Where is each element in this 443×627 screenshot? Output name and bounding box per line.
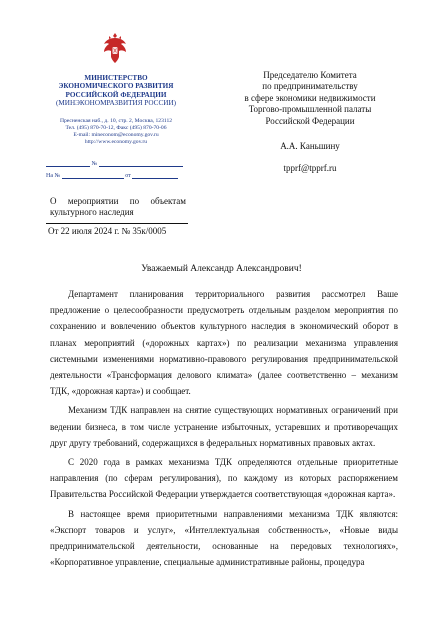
ministry-abbreviation: (МИНЭКОНОМРАЗВИТИЯ РОССИИ): [55, 98, 177, 107]
outgoing-number-line: [46, 159, 183, 167]
body-paragraph: С 2020 года в рамках механизма ТДК определяются отдельные приоритетные направления (по сферам регулирования), по каждому из которых распоряжением Правительства Российской Федерации утверждается соответствующая «дорожная карта».: [50, 457, 398, 500]
from-label: от: [125, 173, 131, 179]
reference-date-blank: [132, 171, 178, 179]
addressee-line: Председателю Комитета: [263, 70, 357, 80]
reference-number-blank: [62, 171, 124, 179]
addressee-line: Российской Федерации: [265, 115, 355, 126]
body-paragraph: В настоящее время приоритетными направлениями механизма ТДК являются: «Экспорт товаров и услуг», «Интеллектуальная собственность», «Новые виды предпринимательской деятельности, основанные на передовых технологиях», «Корпоративное управление, специальные административные районы, процедура: [50, 508, 398, 568]
letter-body: [50, 286, 398, 573]
addressee-line: Торгово-промышленной палаты: [248, 104, 372, 115]
reference-prefix: На №: [46, 173, 61, 179]
incoming-reference-line: [46, 171, 178, 179]
addressee-name: А.А. Каньшину: [280, 141, 340, 151]
ministry-name: [46, 74, 186, 107]
body-paragraph: Механизм ТДК направлен на снятие существующих нормативных ограничений при ведении бизнеса, в том числе устранение избыточных, устаревших и противоречащих друг другу требований, содержащихся в федеральных нормативных правовых актах.: [50, 405, 398, 448]
ministry-contacts: [40, 118, 192, 146]
reference-date-number: От 22 июля 2024 г. № 35к/0005: [48, 226, 167, 236]
addressee-line: по предпринимательству: [262, 81, 358, 92]
letter-subject: О мероприятии по объектам культурного наследия: [50, 196, 186, 217]
date-blank: [46, 159, 90, 167]
email: E-mail: mineconom@economy.gov.ru: [73, 132, 159, 138]
number-symbol: №: [91, 161, 98, 167]
addressee-block: [230, 70, 390, 127]
website-link[interactable]: http://www.economy.gov.ru: [84, 139, 148, 145]
divider: [46, 223, 188, 224]
number-blank: [99, 159, 183, 167]
coat-of-arms-icon: [100, 30, 130, 66]
body-paragraph: Департамент планирования территориального развития рассмотрел Ваше предложение о целесообразности предусмотреть отдельным разделом мероприятия по сохранению и вовлечению объектов культурного наследия в экономический оборот в планах мероприятий («дорожных картах») по реализации механизма управления системными изменениями нормативно-правового регулирования предпринимательской деятельности «Трансформация делового климата» (далее соответственно – механизм ТДК, «дорожная карта») и сообщает.: [50, 289, 398, 397]
salutation: Уважаемый Александр Александрович!: [141, 264, 302, 274]
phone-fax: Тел. (495) 870-70-12, Факс (495) 870-70-06: [65, 125, 167, 131]
ministry-line: РОССИЙСКОЙ ФЕДЕРАЦИИ: [65, 90, 167, 99]
ministry-line: ЭКОНОМИЧЕСКОГО РАЗВИТИЯ: [58, 82, 174, 91]
ministry-line: МИНИСТЕРСТВО: [84, 74, 148, 82]
address: Пресненская наб., д. 10, стр. 2, Москва, 123112: [59, 118, 173, 124]
addressee-line: в сфере экономики недвижимости: [244, 92, 376, 103]
addressee-email[interactable]: tpprf@tpprf.ru: [283, 163, 337, 173]
